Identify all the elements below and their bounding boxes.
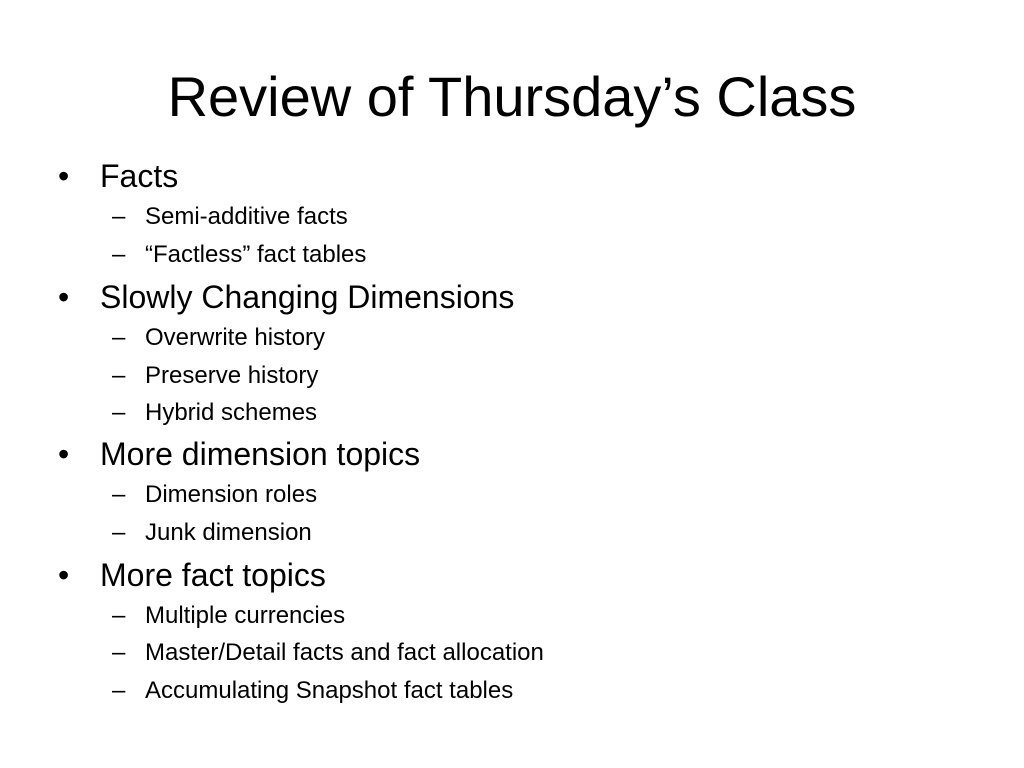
subtopic-label: Junk dimension — [145, 519, 312, 546]
subtopic-label: Multiple currencies — [145, 602, 346, 629]
subtopic-label: Accumulating Snapshot fact tables — [145, 677, 514, 704]
dash-marker: – — [112, 481, 126, 508]
subtopic-label: Preserve history — [145, 362, 319, 389]
topic-label: More fact topics — [100, 557, 326, 593]
dash-marker: – — [112, 324, 126, 351]
topic-label: Slowly Changing Dimensions — [100, 279, 515, 315]
topic-label: More dimension topics — [100, 436, 421, 472]
dash-marker: – — [112, 241, 126, 268]
dash-marker: – — [112, 639, 126, 666]
dash-marker: – — [112, 399, 126, 426]
bullet-marker: • — [58, 279, 70, 315]
dash-marker: – — [112, 602, 126, 629]
dash-marker: – — [112, 362, 126, 389]
subtopic-label: Overwrite history — [145, 324, 326, 351]
subtopic-label: Hybrid schemes — [145, 399, 318, 426]
dash-marker: – — [112, 203, 126, 230]
subtopic-label: Semi-additive facts — [145, 203, 348, 230]
subtopic-label: Master/Detail facts and fact allocation — [145, 639, 544, 666]
subtopic-label: “Factless” fact tables — [145, 241, 367, 268]
dash-marker: – — [112, 677, 126, 704]
subtopic-label: Dimension roles — [145, 481, 318, 508]
bullet-marker: • — [58, 436, 70, 472]
slide-title: Review of Thursday’s Class — [167, 65, 857, 128]
topic-label: Facts — [100, 158, 179, 194]
bullet-marker: • — [58, 158, 70, 194]
dash-marker: – — [112, 519, 126, 546]
bullet-marker: • — [58, 557, 70, 593]
